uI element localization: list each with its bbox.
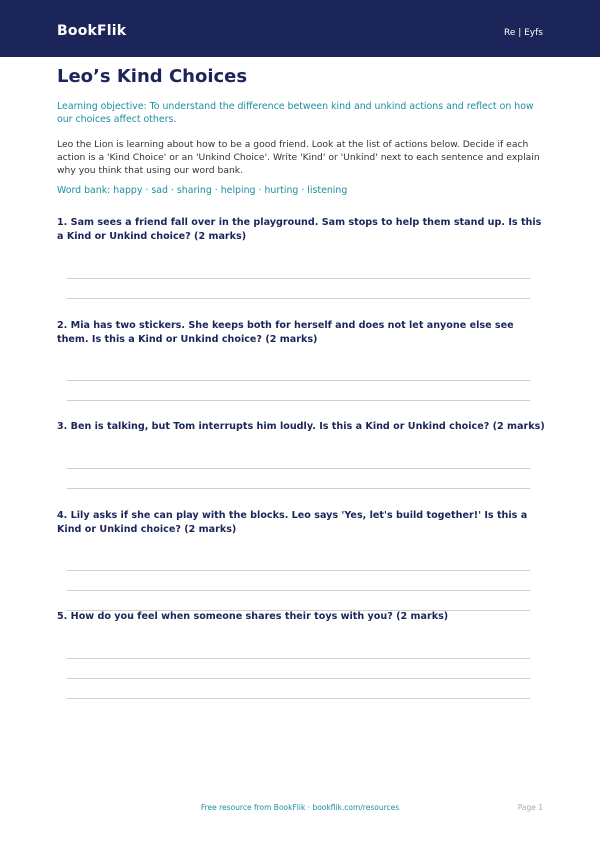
word-bank: Word bank: happy · sad · sharing · helping · hurting · listening — [57, 185, 348, 196]
learning-objective: Learning objective: To understand the difference between kind and unkind actions and reflect on how our choices affect others. — [57, 101, 534, 125]
answer-line[interactable] — [67, 400, 530, 401]
answer-line[interactable] — [67, 590, 530, 591]
intro-text: Leo the Lion is learning about how to be a good friend. Look at the list of actions below. Decide if each action is a 'Kind Choice' or an 'Unkind Choice'. Write 'Kind' or 'Unkind' next to each sentence and explain why you think that using our word bank. — [57, 139, 540, 176]
answer-line[interactable] — [67, 658, 530, 659]
answer-line[interactable] — [67, 678, 530, 679]
header-bar — [0, 0, 600, 57]
answer-line[interactable] — [67, 380, 530, 381]
answer-line[interactable] — [67, 278, 530, 279]
page-title: Leo’s Kind Choices — [57, 66, 248, 87]
page-number: Page 1 — [517, 803, 543, 812]
question-5: 5. How do you feel when someone shares their toys with you? (2 marks) — [57, 611, 449, 622]
question-2: 2. Mia has two stickers. She keeps both for herself and does not let anyone else see them. Is this a Kind or Unkind choice? (2 marks) — [57, 320, 514, 345]
answer-line[interactable] — [67, 298, 530, 299]
question-4: 4. Lily asks if she can play with the blocks. Leo says 'Yes, let's build together!' Is this a Kind or Unkind choice? (2 marks) — [57, 510, 528, 535]
header-meta: Re | Eyfs — [503, 28, 543, 38]
answer-line[interactable] — [67, 468, 530, 469]
question-3: 3. Ben is talking, but Tom interrupts him loudly. Is this a Kind or Unkind choice? (2 marks) — [57, 421, 545, 432]
brand-logo[interactable]: BookFlik — [57, 23, 127, 39]
answer-line[interactable] — [67, 570, 530, 571]
footer-credit[interactable]: Free resource from BookFlik · bookflik.com/resources — [200, 803, 400, 812]
answer-line[interactable] — [67, 488, 530, 489]
question-1: 1. Sam sees a friend fall over in the playground. Sam stops to help them stand up. Is this a Kind or Unkind choice? (2 marks) — [57, 217, 542, 242]
answer-line[interactable] — [67, 698, 530, 699]
